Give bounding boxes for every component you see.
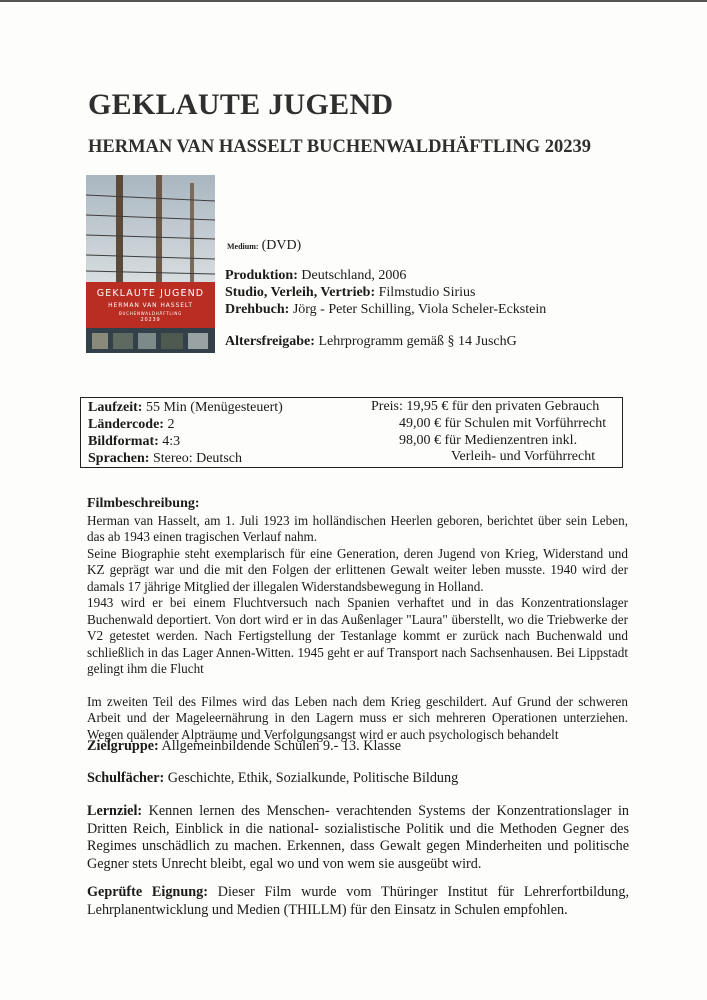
specs-list	[88, 399, 283, 467]
page-title: GEKLAUTE JUGEND	[88, 88, 394, 121]
script-row	[225, 302, 546, 318]
script-label: Drehbuch:	[225, 302, 290, 317]
format-label: Bildformat:	[88, 434, 159, 449]
medium-value: (DVD)	[261, 238, 302, 253]
cover-number: 20239	[140, 317, 161, 323]
runtime-value: 55 Min (Menügesteuert)	[145, 400, 283, 415]
school-subjects	[87, 770, 629, 788]
description-paragraph-3: 1943 wird er bei einem Fluchtversuch nach Spanien verhaftet und in das Konzentrationslager Buchenwald deportiert. Von dort wird er in das Außenlager "Laura" überstellt, wo die Triebwerke der V2 getestet werden. Nach Fertigstellung der Testanlage kommt er zurück nach Buchenwald und schließlich in das Lager Annen-Witten. 1945 geht er auf Transport nach Sachsenhausen. Bei Lippstadt gelingt ihm die Flucht	[87, 595, 628, 676]
page-top-border	[0, 0, 707, 2]
goal-value: Kennen lernen des Menschen- verachtenden Systems der Konzentrationslager in Dritten Reich, Einblick in die national- sozialistische Politik und die Methoden Gegner des Regimes unschädlich zu machen. Erkennen, dass Gewalt gegen Minderheiten und politische Gegner stets Unrecht bleibt, egal wo und von wem sie ausgeübt wird.	[87, 803, 629, 872]
film-description	[87, 496, 628, 743]
learning-goal	[87, 803, 629, 873]
suitability-label: Geprüfte Eignung:	[87, 884, 208, 900]
rating-row	[225, 334, 517, 350]
target-value: Allgemeinbildende Schulen 9.- 13. Klasse	[161, 738, 402, 754]
production-row	[225, 268, 406, 284]
rating-label: Altersfreigabe:	[225, 334, 315, 349]
region-label: Ländercode:	[88, 417, 164, 432]
medium-label: Medium:	[227, 242, 259, 251]
paragraph-spacer	[87, 678, 628, 694]
format-value: 4:3	[162, 434, 181, 449]
format-row	[88, 433, 283, 450]
studio-value: Filmstudio Sirius	[378, 285, 476, 300]
studio-label: Studio, Verleih, Vertrieb:	[225, 285, 376, 300]
description-heading: Filmbeschreibung:	[87, 496, 200, 511]
subjects-value: Geschichte, Ethik, Sozialkunde, Politische Bildung	[167, 770, 459, 786]
price-private: Preis: 19,95 € für den privaten Gebrauch	[371, 399, 600, 414]
price-media-centers: 98,00 € für Medienzentren inkl.	[399, 433, 578, 448]
suitability	[87, 884, 629, 919]
rating-value: Lehrprogramm gemäß § 14 JuschG	[318, 334, 517, 349]
subjects-label: Schulfächer:	[87, 770, 165, 786]
region-value: 2	[167, 417, 175, 432]
page-subtitle: HERMAN VAN HASSELT BUCHENWALDHÄFTLING 20239	[88, 137, 592, 157]
cover-title-band	[86, 282, 215, 328]
cover-name: HERMAN VAN HASSELT	[108, 302, 193, 309]
production-label: Produktion:	[225, 268, 298, 283]
studio-row	[225, 285, 475, 301]
language-value: Stereo: Deutsch	[152, 451, 242, 466]
production-value: Deutschland, 2006	[301, 268, 407, 283]
description-paragraph-2: Seine Biographie steht exemplarisch für eine Generation, deren Jugend von Krieg, Widerstand und KZ geprägt war und die mit den Folgen der erlittenen Gewalt weiter leben musste. 1940 wird der damals 17 jährige Mitglied der illegalen Widerstandsbewegung in Holland.	[87, 545, 628, 594]
price-media-centers-note: Verleih- und Vorführrecht	[451, 449, 596, 464]
language-row	[88, 450, 283, 467]
target-group	[87, 738, 629, 756]
dvd-cover-image	[86, 175, 215, 353]
region-row	[88, 416, 283, 433]
language-label: Sprachen:	[88, 451, 150, 466]
specs-box	[80, 397, 623, 468]
runtime-row	[88, 399, 283, 416]
goal-label: Lernziel:	[87, 803, 143, 819]
description-paragraph-1: Herman van Hasselt, am 1. Juli 1923 im holländischen Heerlen geboren, berichtet über sein Leben, das ab 1943 einen tragischen Verlauf nahm.	[87, 512, 628, 544]
medium-row	[227, 236, 301, 254]
cover-prisoner: BUCHENWALDHÄFTLING	[118, 311, 183, 316]
description-paragraph-4: Im zweiten Teil des Filmes wird das Leben nach dem Krieg geschildert. Auf Grund der schweren Arbeit und der Mageleernährung in den Lagern muss er sich mehreren Operationen unterziehen. Wegen quälender Alpträume und Verfolgungsangst wird er auch psychologisch behandelt	[87, 693, 628, 742]
price-schools: 49,00 € für Schulen mit Vorführrecht	[399, 416, 607, 431]
runtime-label: Laufzeit:	[88, 400, 143, 415]
cover-title: GEKLAUTE JUGEND	[96, 288, 205, 299]
target-label: Zielgruppe:	[87, 738, 159, 754]
suitability-value: Dieser Film wurde vom Thüringer Institut für Lehrerfortbildung, Lehrplanentwicklung und Medien (THILLM) für den Einsatz in Schulen empfohlen.	[87, 884, 630, 918]
script-value: Jörg - Peter Schilling, Viola Scheler-Eckstein	[292, 302, 547, 317]
